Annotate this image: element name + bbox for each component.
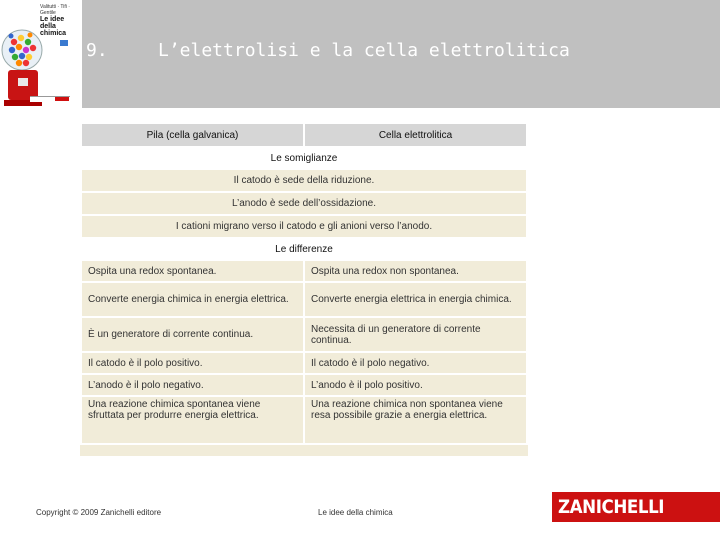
comparison-table-container <box>80 122 528 456</box>
difference-cell-left: Il catodo è il polo positivo. <box>81 352 304 374</box>
table-row <box>81 317 527 352</box>
table-row <box>81 374 527 396</box>
similarity-cell: Il catodo è sede della riduzione. <box>81 169 527 192</box>
difference-cell-left: Ospita una redox spontanea. <box>81 260 304 282</box>
difference-cell-right: Converte energia elettrica in energia chimica. <box>304 282 527 317</box>
footer-book-title: Le idee della chimica <box>318 508 393 517</box>
comparison-table <box>80 122 528 445</box>
difference-cell-right: Una reazione chimica non spontanea viene resa possibile grazie a energia elettrica. <box>304 396 527 444</box>
section-heading-differences: Le differenze <box>81 238 527 260</box>
table-row <box>81 282 527 317</box>
cover-title-line1: Le idee della <box>40 16 65 30</box>
difference-cell-left: Converte energia chimica in energia elettrica. <box>81 282 304 317</box>
table-row <box>81 352 527 374</box>
table-header-row <box>81 123 527 147</box>
table-row <box>81 215 527 238</box>
table-row <box>81 260 527 282</box>
column-header-electrolytic-cell: Cella elettrolitica <box>304 123 527 147</box>
footer-copyright: Copyright © 2009 Zanichelli editore <box>36 508 162 517</box>
section-row-similarities <box>81 147 527 169</box>
similarity-cell: L’anodo è sede dell’ossidazione. <box>81 192 527 215</box>
table-row <box>81 396 527 444</box>
zanichelli-logo <box>552 492 720 522</box>
difference-cell-left: Una reazione chimica spontanea viene sfruttata per produrre energia elettrica. <box>81 396 304 444</box>
table-row <box>81 169 527 192</box>
cover-title <box>40 4 80 37</box>
difference-cell-left: L’anodo è il polo negativo. <box>81 374 304 396</box>
section-row-differences <box>81 238 527 260</box>
difference-cell-right: Necessita di un generatore di corrente continua. <box>304 317 527 352</box>
section-heading-similarities: Le somiglianze <box>81 147 527 169</box>
difference-cell-left: È un generatore di corrente continua. <box>81 317 304 352</box>
difference-cell-right: Ospita una redox non spontanea. <box>304 260 527 282</box>
difference-cell-right: L’anodo è il polo positivo. <box>304 374 527 396</box>
table-row <box>81 192 527 215</box>
difference-cell-right: Il catodo è il polo negativo. <box>304 352 527 374</box>
column-header-galvanic-cell: Pila (cella galvanica) <box>81 123 304 147</box>
zanichelli-logo-text: ZANICHELLI <box>558 496 665 518</box>
cover-publisher-mark <box>55 97 69 101</box>
book-cover-image <box>0 0 82 108</box>
cover-title-line2: chimica <box>40 30 67 37</box>
slide-title: L’elettrolisi e la cella elettrolitica <box>158 40 570 61</box>
similarity-cell: I cationi migrano verso il catodo e gli anioni verso l’anodo. <box>81 215 527 238</box>
cover-authors: Valitutti · Tifi · Gentile <box>40 4 70 16</box>
chapter-number: 9. <box>86 40 108 61</box>
